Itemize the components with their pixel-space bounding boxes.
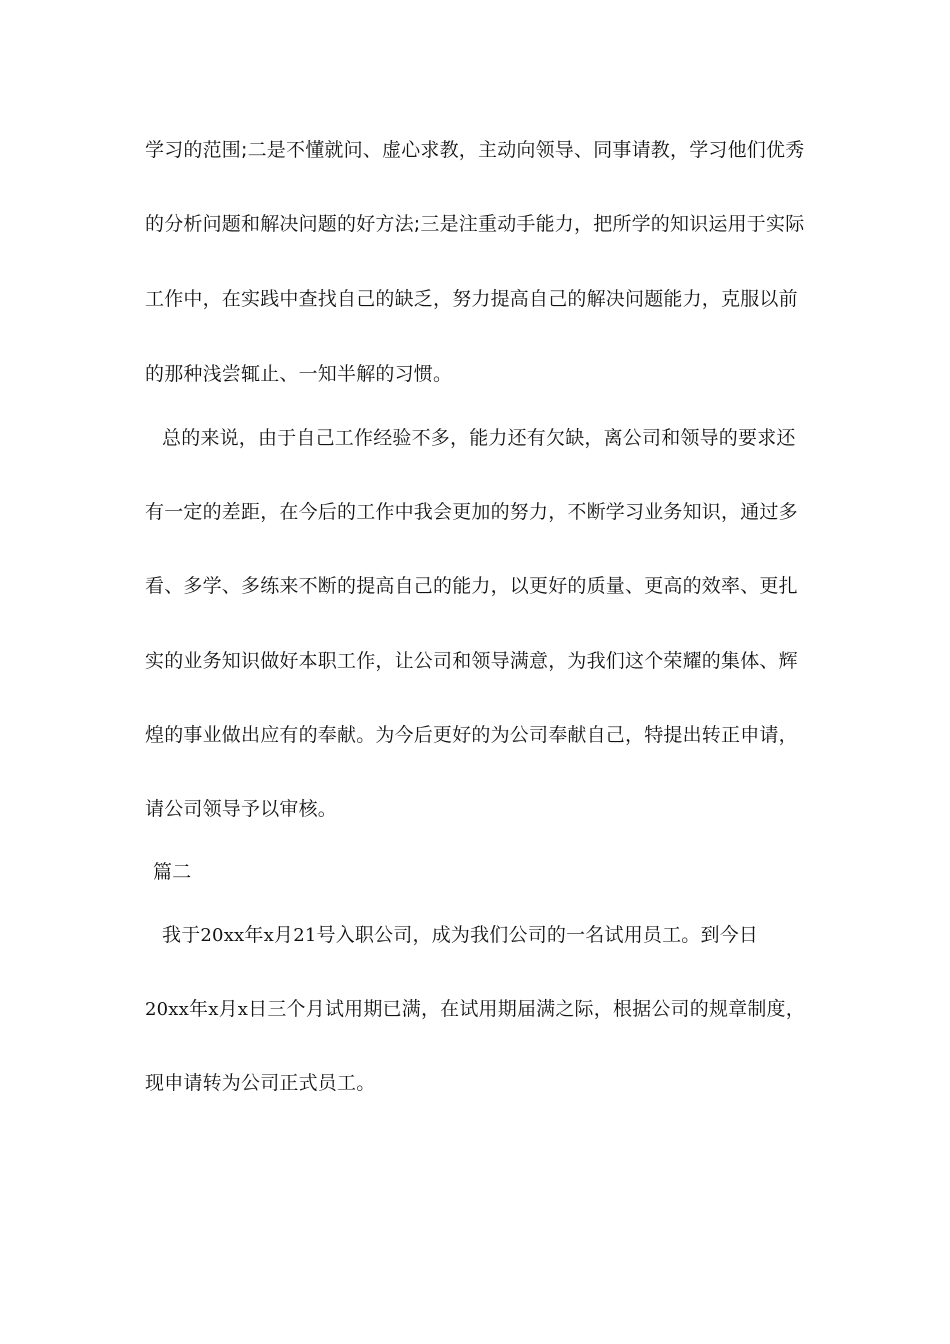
year-value: 20xx [200,925,245,946]
section2-line-1-text: 号入职公司，成为我们公司的一名试用员工。到今日 [316,924,759,946]
section2-line-1-text: 月 [273,924,294,946]
section2-line-1-text: 我于 [162,924,201,946]
paragraph-line-8: 实的业务知识做好本职工作，让公司和领导满意，为我们这个荣耀的集体、辉 [145,650,798,672]
paragraph-line-5: 总的来说，由于自己工作经验不多，能力还有欠缺，离公司和领导的要求还 [162,427,796,449]
year-value: 20xx [145,999,190,1020]
section2-line-1-text: 年 [244,924,264,946]
paragraph-line-10: 请公司领导予以审核。 [145,798,338,820]
section2-line-3: 现申请转为公司正式员工。 [145,1072,376,1094]
paragraph-line-9: 煌的事业做出应有的奉献。为今后更好的为公司奉献自己，特提出转正申请， [145,724,798,746]
month-value: x [208,999,219,1020]
month-value: x [263,925,274,946]
paragraph-line-3: 工作中，在实践中查找自己的缺乏，努力提高自己的解决问题能力，克服以前 [145,288,798,310]
paragraph-line-2: 的分析问题和解决问题的好方法;三是注重动手能力，把所学的知识运用于实际 [145,213,805,235]
section2-line-2-text: 月 [218,998,238,1020]
section2-line-2-text: 年 [189,998,209,1020]
section2-line-2 [145,997,815,1022]
paragraph-line-1: 学习的范围;二是不懂就问、虚心求教，主动向领导、同事请教，学习他们优秀 [145,139,805,161]
day-value: x [237,999,249,1020]
section2-line-1 [162,923,832,948]
paragraph-line-6: 有一定的差距，在今后的工作中我会更加的努力，不断学习业务知识，通过多 [145,501,798,523]
paragraph-line-4: 的那种浅尝辄止、一知半解的习惯。 [145,363,453,385]
section2-line-2-text: 日三个月试用期已满，在试用期届满之际，根据公司的规章制度， [248,998,805,1020]
section-heading: 篇二 [153,861,192,883]
paragraph-line-7: 看、多学、多练来不断的提高自己的能力，以更好的质量、更高的效率、更扎 [145,575,798,597]
day-value: 21 [293,925,317,946]
